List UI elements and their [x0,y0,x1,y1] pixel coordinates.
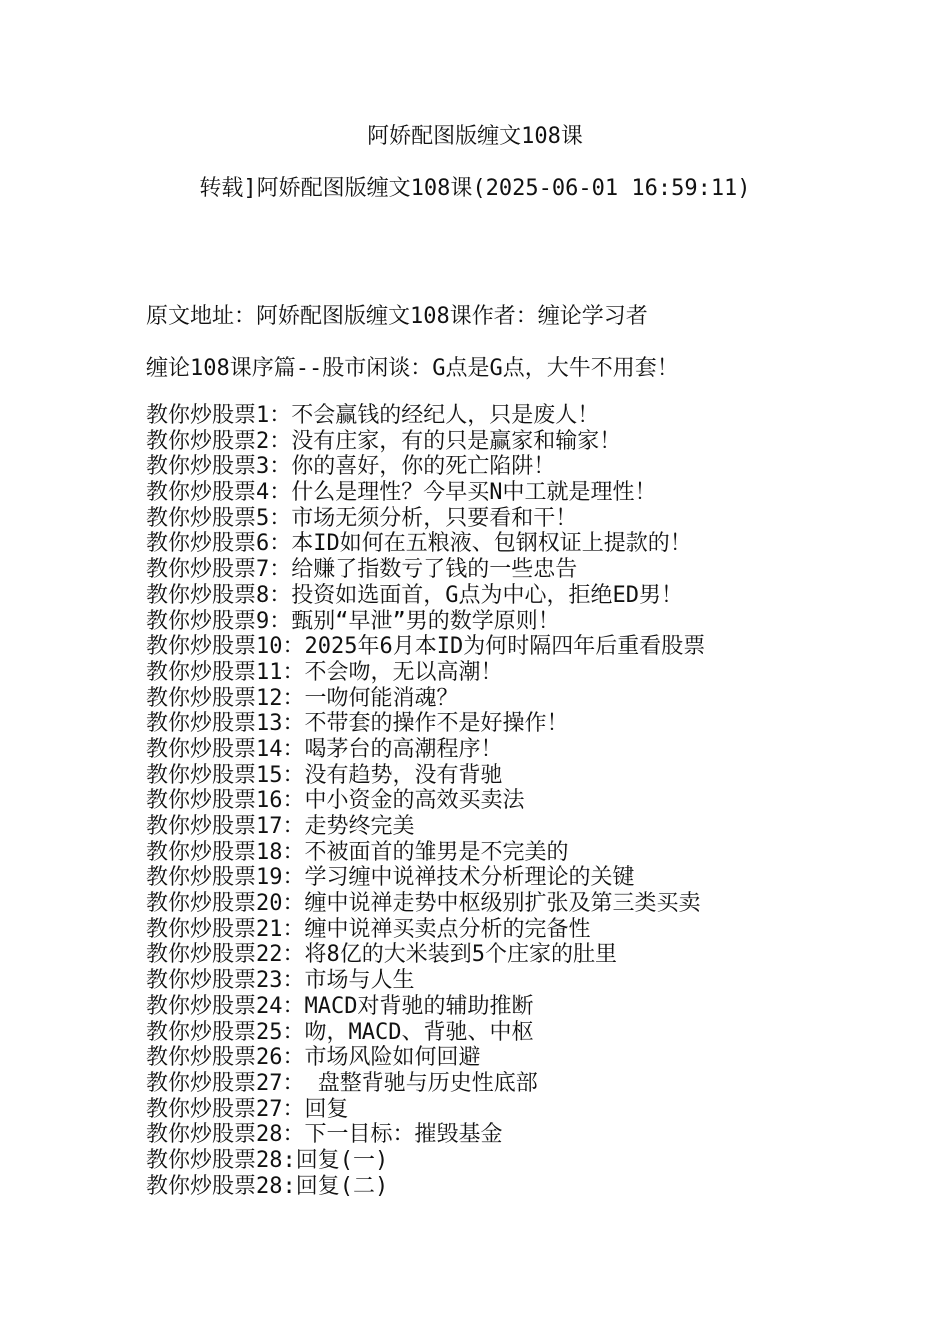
list-item: 教你炒股票28:回复(二) [146,1173,389,1199]
list-item: 教你炒股票24：MACD对背驰的辅助推断 [146,993,534,1019]
list-item: 教你炒股票11：不会吻，无以高潮！ [146,659,503,685]
list-item: 教你炒股票17：走势终完美 [146,814,415,839]
list-item: 教你炒股票14：喝茅台的高潮程序！ [146,736,503,762]
list-item: 教你炒股票9：甄别“早泄”男的数学原则！ [146,608,560,634]
list-item: 教你炒股票27：回复 [146,1096,349,1122]
list-item: 教你炒股票22：将8亿的大米装到5个庄家的肚里 [146,942,617,968]
list-item: 教你炒股票10：2025年6月本ID为何时隔四年后重看股票 [146,634,706,660]
lesson-list [146,403,926,1199]
preface-line: 缠论108课序篇--股市闲谈：G点是G点，大牛不用套！ [146,356,679,381]
list-item: 教你炒股票15：没有趋势，没有背驰 [146,762,503,788]
list-item: 教你炒股票19：学习缠中说禅技术分析理论的关键 [146,865,635,891]
document-subtitle: 转载]阿娇配图版缠文108课(2025-06-01 16:59:11) [199,176,751,201]
list-item: 教你炒股票8：投资如选面首，G点为中心，拒绝ED男！ [146,582,683,608]
list-item: 教你炒股票6：本ID如何在五粮液、包钢权证上提款的！ [146,531,692,557]
list-item: 教你炒股票16：中小资金的高效买卖法 [146,788,525,814]
list-item: 教你炒股票12：一吻何能消魂？ [146,685,459,711]
list-item: 教你炒股票13：不带套的操作不是好操作！ [146,711,569,737]
list-item: 教你炒股票27： 盘整背驰与历史性底部 [146,1070,538,1096]
list-item: 教你炒股票7：给赚了指数亏了钱的一些忠告 [146,557,578,583]
list-item: 教你炒股票28:回复(一) [146,1147,389,1173]
source-line: 原文地址：阿娇配图版缠文108课作者：缠论学习者 [146,304,648,329]
document-title: 阿娇配图版缠文108课 [367,124,583,149]
list-item: 教你炒股票1：不会赢钱的经纪人，只是废人！ [146,403,600,428]
list-item: 教你炒股票3：你的喜好，你的死亡陷阱！ [146,454,556,480]
list-item: 教你炒股票18：不被面首的雏男是不完美的 [146,839,569,865]
list-item: 教你炒股票5：市场无须分析，只要看和干！ [146,505,578,531]
list-item: 教你炒股票4：什么是理性？今早买N中工就是理性！ [146,480,657,506]
list-item: 教你炒股票23：市场与人生 [146,968,415,994]
list-item: 教你炒股票2：没有庄家，有的只是赢家和输家！ [146,428,622,454]
list-item: 教你炒股票25：吻，MACD、背驰、中枢 [146,1019,534,1045]
list-item: 教你炒股票20：缠中说禅走势中枢级别扩张及第三类买卖 [146,891,701,917]
list-item: 教你炒股票28：下一目标：摧毁基金 [146,1122,503,1148]
list-item: 教你炒股票26：市场风险如何回避 [146,1045,481,1071]
list-item: 教你炒股票21：缠中说禅买卖点分析的完备性 [146,916,591,942]
